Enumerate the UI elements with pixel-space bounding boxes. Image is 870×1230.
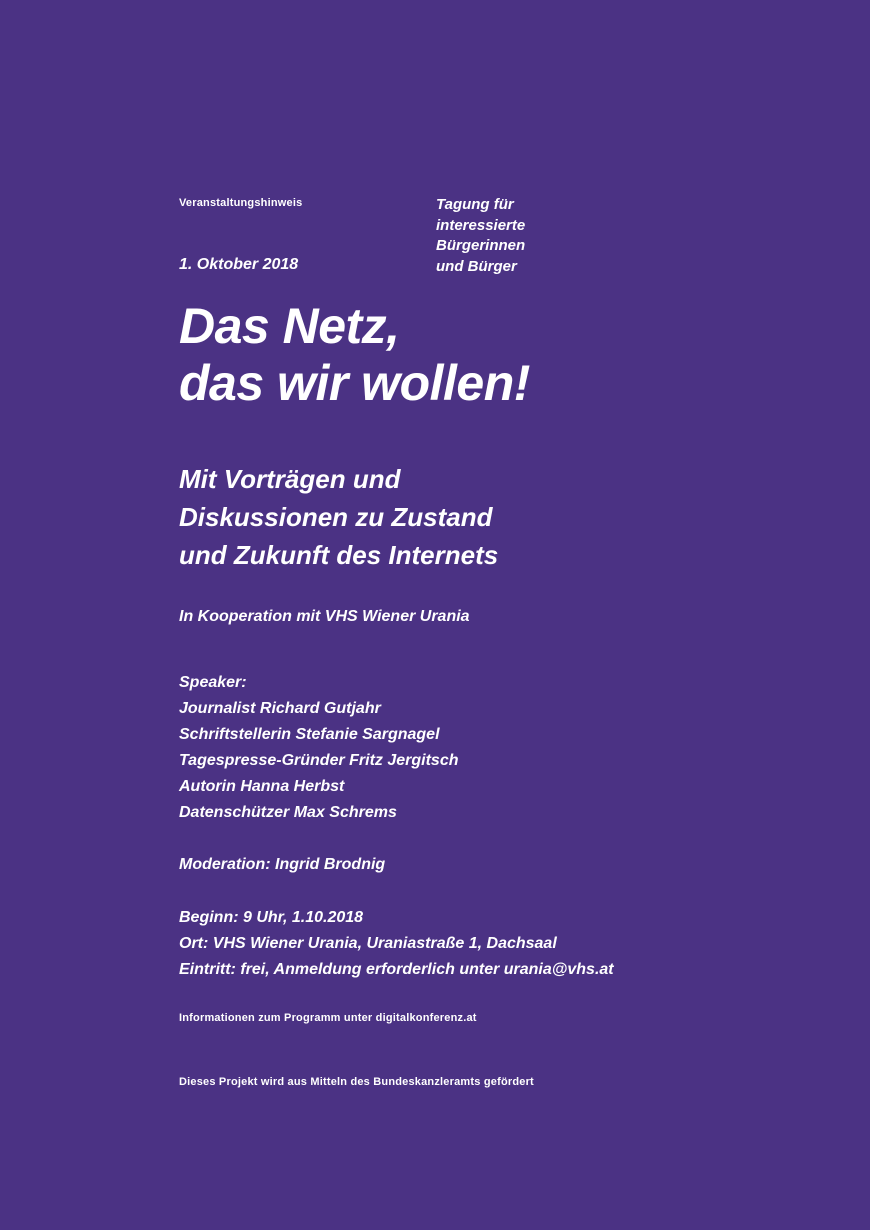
details-start: Beginn: 9 Uhr, 1.10.2018: [179, 909, 364, 926]
speakers-heading: Speaker:: [179, 674, 247, 691]
program-info-note: Informationen zum Programm unter digitalkonferenz.at: [179, 1012, 477, 1024]
speakers-list: [179, 696, 459, 826]
moderation-note: Moderation: Ingrid Brodnig: [179, 856, 386, 873]
lead-text: [179, 460, 498, 574]
event-notice-label: Veranstaltungshinweis: [179, 197, 303, 209]
lead-line: und Zukunft des Internets: [179, 540, 499, 570]
title-line: Das Netz,: [179, 298, 400, 354]
list-item: Tagespresse-Gründer Fritz Jergitsch: [179, 752, 459, 769]
details-location: Ort: VHS Wiener Urania, Uraniastraße 1, Dachsaal: [179, 935, 557, 952]
list-item: Autorin Hanna Herbst: [179, 778, 345, 795]
lead-line: Diskussionen zu Zustand: [179, 502, 493, 532]
details-admission: Eintritt: frei, Anmeldung erforderlich unter urania@vhs.at: [179, 961, 614, 978]
list-item: Schriftstellerin Stefanie Sargnagel: [179, 726, 440, 743]
page-title: [179, 298, 530, 412]
event-tagline: [436, 195, 656, 277]
lead-line: Mit Vorträgen und: [179, 464, 401, 494]
tagline-line: und Bürger: [436, 257, 517, 275]
event-details: [179, 905, 614, 983]
funding-note: Dieses Projekt wird aus Mitteln des Bundeskanzleramts gefördert: [179, 1076, 534, 1088]
event-date: 1. Oktober 2018: [179, 256, 299, 273]
title-line: das wir wollen!: [179, 355, 530, 411]
tagline-line: Bürgerinnen: [436, 237, 526, 254]
list-item: Datenschützer Max Schrems: [179, 804, 397, 821]
cooperation-note: In Kooperation mit VHS Wiener Urania: [179, 608, 470, 625]
tagline-line: Tagung für: [436, 196, 514, 213]
tagline-line: interessierte: [436, 216, 526, 234]
speakers-section: [179, 670, 459, 826]
list-item: Journalist Richard Gutjahr: [179, 700, 381, 717]
